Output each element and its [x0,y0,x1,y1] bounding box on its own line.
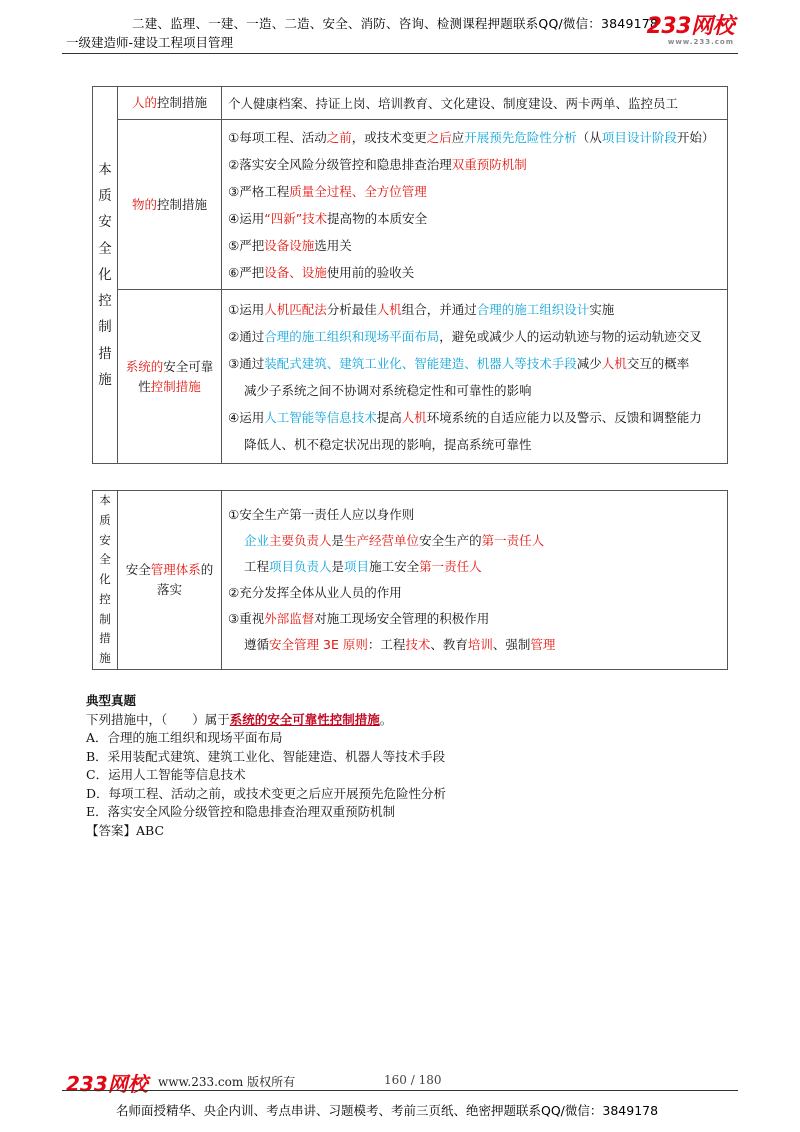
items-cell-human [222,87,728,120]
measure-text: 质量全过程、全方位管理 [289,183,427,199]
measure-line [228,502,721,528]
table2-row-header-char: 质 [99,512,111,527]
measure-text: 、强制 [492,636,531,652]
table2-row-header [93,491,118,670]
measure-text: ⑥严把 [228,264,265,280]
option-c: C．运用人工智能等信息技术 [86,767,246,782]
measure-text: 是 [331,558,345,574]
measure-text: ④运用 [228,210,265,226]
measure-text: 装配式建筑、建筑工业化、智能建造、机器人等技术手段 [264,355,577,371]
page-number: 160 / 180 [384,1073,442,1087]
table2-row-header-char: 全 [99,552,111,567]
category-text: 人的 [131,95,157,110]
measure-text: 提高 [376,409,402,425]
measure-line [228,151,721,178]
measure-line [228,350,721,377]
measure-text: 技术 [405,636,431,652]
measure-text: 使用前的验收关 [326,264,415,280]
category-text: 的落实 [156,561,214,597]
table1-row-header-char: 本 [98,161,112,178]
category-text: 管理体系 [150,561,201,577]
measure-line [228,554,721,580]
control-measures-table [92,86,728,464]
table2-row-header-char: 本 [99,493,111,507]
measure-text: 人机 [401,409,427,425]
measure-line [228,90,721,117]
measure-text: 应 [451,129,465,145]
measure-text: 人机 [376,301,402,317]
measure-text: ③严格工程 [228,183,290,199]
brand-logo-text: 233网校 [646,14,734,39]
measure-text: 对施工现场安全管理的积极作用 [314,610,490,626]
measure-text: ④运用 [228,409,265,425]
measure-text: 生产经营单位 [344,532,420,548]
measure-text: ②落实安全风险分级管控和隐患排查治理 [228,156,452,172]
measure-text: ，或技术变更 [351,129,427,145]
question-answer: 【答案】ABC [86,822,165,838]
items-cell-system [222,290,728,464]
measure-text: ：工程 [367,636,406,652]
measure-text: 是 [331,532,345,548]
category-cell-human [118,87,222,120]
measure-line [228,296,721,323]
category-text: 物的 [131,196,157,212]
measure-line [228,178,721,205]
measure-text: 安全管理 3E 原则 [269,636,368,652]
table1-row-header-char: 施 [98,372,112,389]
measure-text: 、教育 [430,636,468,652]
category-cell-system [118,290,222,464]
category-text: 控制措施 [150,378,201,394]
measure-text: ②通过 [228,328,265,344]
measure-text: 合理的施工组织和现场平面布局 [264,328,440,344]
measure-text: 第一责任人 [481,532,545,548]
measure-text: 企业 [244,532,270,548]
measure-text: 人机 [601,355,627,371]
table1-row-header-char: 措 [98,345,112,362]
items-cell-object [222,120,728,290]
table1-row-header-char: 控 [98,293,112,310]
measure-line [228,323,721,350]
management-system-table [92,490,728,670]
measure-text: 项目负责人 [269,558,332,574]
table2-row-header-char: 化 [99,572,111,587]
table1-row-header-char: 化 [98,266,112,283]
measure-text: 减少子系统之间不协调对系统稳定性和可靠性的影响 [244,382,532,398]
category-text: 控制措施 [157,196,208,212]
question-stem-after: 。 [379,711,393,727]
measure-text: （从 [576,129,602,145]
measure-text: 第一责任人 [419,558,482,574]
measure-text: ①安全生产第一责任人应以身作则 [228,506,415,522]
measure-text: ①每项工程、活动 [228,129,327,145]
measure-text: 设备、设施 [264,264,327,280]
measure-text: 人工智能等信息技术 [264,409,377,425]
measure-text: 开始） [676,129,715,145]
table2-row-header-char: 制 [99,611,111,626]
measure-text: 开展预先危险性分析 [464,129,577,145]
measure-line [228,580,721,606]
category-cell-management [118,491,222,670]
measure-text: ③重视 [228,610,265,626]
measure-text: 双重预防机制 [451,156,527,172]
measure-text: 管理 [530,636,556,652]
category-text: 系统的 [125,358,164,374]
footer-logo: 233网校 [66,1072,148,1096]
measure-line [228,632,721,658]
option-d: D．每项工程、活动之前，或技术变更之后应开展预先危险性分析 [86,785,447,801]
typical-question [86,692,446,840]
category-text: 安全 [125,561,151,577]
measure-text: 实施 [589,301,615,317]
table1-row-header-char: 制 [98,319,112,336]
measure-text: 设备设施 [264,237,315,253]
measure-text: ③通过 [228,355,265,371]
measure-line [228,124,721,151]
measure-text: 之前 [326,129,352,145]
table2-row-header-char: 措 [99,631,111,646]
measure-line [228,404,721,431]
measure-text: 遵循 [244,636,270,652]
measure-line [228,528,721,554]
header-promo-text: 二建、监理、一建、一造、二造、安全、消防、咨询、检测课程押题联系QQ/微信：3849178 [132,16,659,31]
footer-divider [62,1090,738,1091]
measure-text: 外部监督 [264,610,315,626]
items-cell-management [222,491,728,670]
measure-text: ②充分发挥全体从业人员的作用 [228,584,402,600]
measure-text: 培训 [467,636,493,652]
category-text: 控制措施 [157,95,208,110]
measure-text: 项目设计阶段 [601,129,677,145]
measure-line [228,259,721,286]
category-cell-object [118,120,222,290]
footer-copyright: www.233.com 版权所有 [158,1075,296,1089]
measure-text: 个人健康档案、持证上岗、培训教育、文化建设、制度建设、两卡两单、监控员工 [228,95,679,111]
measure-text: 减少 [576,355,602,371]
table2-row-header-char: 施 [99,651,111,666]
question-title: 典型真题 [86,693,137,708]
measure-text: 组合，并通过 [401,301,477,317]
question-stem-before: 下列措施中，（ ）属于 [86,711,230,727]
table1-row-header [93,87,118,464]
table1-row-header-char: 安 [98,214,112,231]
measure-text: 安全生产的 [419,532,482,548]
measure-text: 合理的施工组织设计 [476,301,590,317]
measure-text: “四新”技术 [264,210,328,226]
measure-text: 工程 [244,558,270,574]
question-stem-highlight: 系统的安全可靠性控制措施 [229,711,380,727]
question-stem [86,711,446,730]
brand-logo [647,16,734,46]
document-subtitle: 一级建造师-建设工程项目管理 [66,35,234,50]
table2-row-header-char: 控 [99,591,111,606]
measure-text: ①运用 [228,301,265,317]
measure-text: 施工安全 [369,558,420,574]
footer-promo-text: 名师面授精华、央企内训、考点串讲、习题模考、考前三页纸、绝密押题联系QQ/微信：3849178 [116,1103,659,1118]
brand-logo-url: www.233.com [667,38,734,46]
measure-text: 分析最佳 [326,301,377,317]
measure-line [228,205,721,232]
measure-text: 交互的概率 [626,355,690,371]
measure-line [228,606,721,632]
header-divider [62,53,738,54]
measure-text: 降低人、机不稳定状况出现的影响，提高系统可靠性 [244,436,532,452]
measure-line [228,377,721,404]
measure-text: 人机匹配法 [264,301,327,317]
option-b: B．采用装配式建筑、建筑工业化、智能建造、机器人等技术手段 [86,748,446,764]
table1-row-header-char: 质 [98,187,112,204]
measure-text: 提高物的本质安全 [327,210,428,226]
table1-row-header-char: 全 [98,240,112,257]
measure-text: 项目 [344,558,370,574]
measure-text: 主要负责人 [269,532,332,548]
table2-row-header-char: 安 [99,532,111,547]
measure-text: 之后 [426,129,452,145]
measure-text: ，避免或减少人的运动轨迹与物的运动轨迹交叉 [439,328,702,344]
measure-text: 选用关 [314,237,352,253]
category-text: 安全可靠性 [138,358,214,394]
measure-line [228,232,721,259]
measure-text: 环境系统的自适应能力以及警示、反馈和调整能力 [426,409,702,425]
option-e: E．落实安全风险分级管控和隐患排查治理双重预防机制 [86,804,396,819]
option-a: A．合理的施工组织和现场平面布局 [86,730,283,745]
measure-line [228,431,721,458]
measure-text: ⑤严把 [228,237,265,253]
